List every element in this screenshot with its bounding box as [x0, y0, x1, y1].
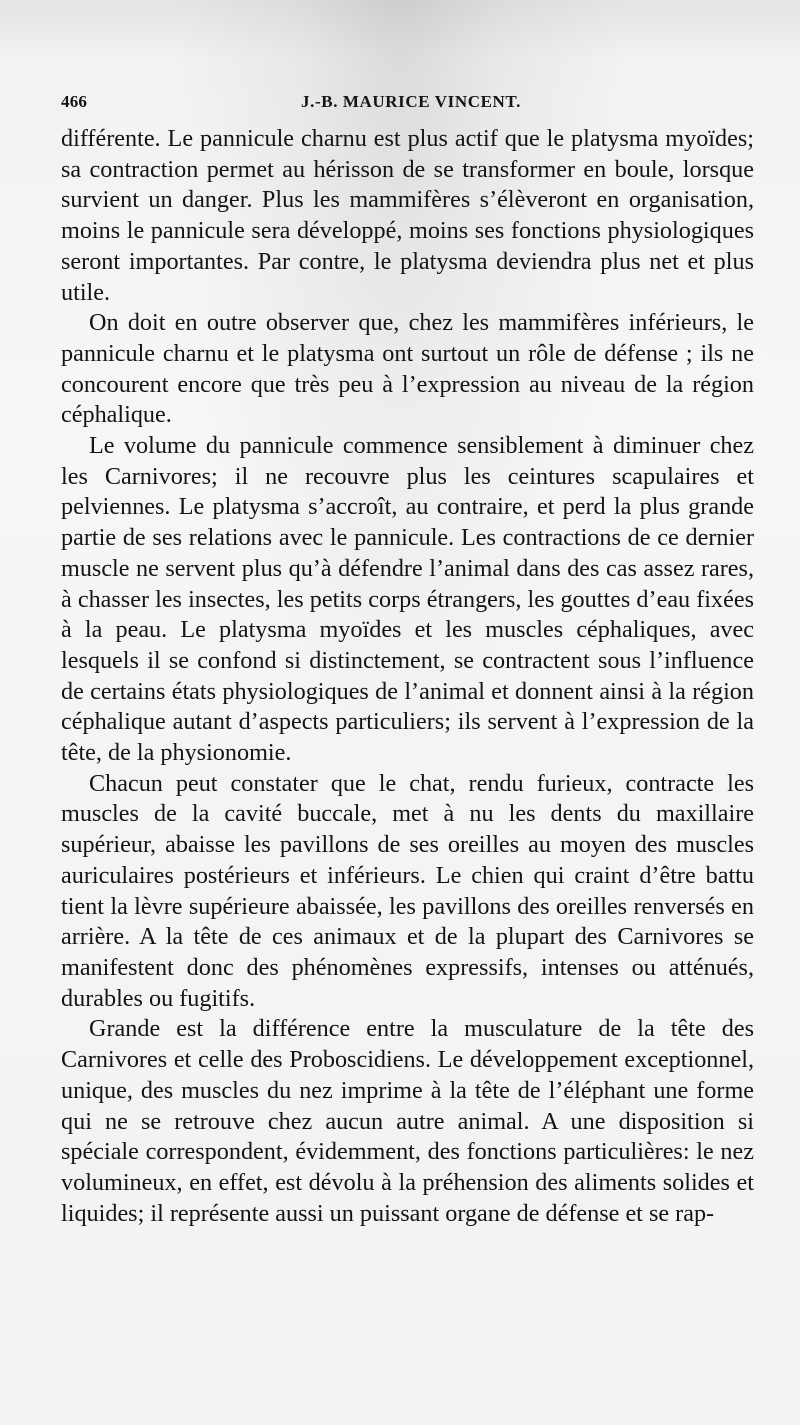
paragraph-carnivores: Le volume du pannicule commence sensiblement à diminuer chez les Carnivores; il ne recouvre plus les ceintures scapulaires et pelviennes. Le platysma s’accroît, au contraire, et perd la plus grande partie de ses relations avec le pannicule. Les contractions de ce dernier muscle ne servent plus qu’à défendre l’animal dans des cas assez rares, à chasser les insectes, les petits corps étrangers, les gouttes d’eau fixées à la peau. Le platysma myoïdes et les muscles céphaliques, avec lesquels il se confond si distinctement, se contractent sous l’influence de certains états physiologiques de l’animal et donnent ainsi à la région céphalique autant d’aspects particuliers; ils servent à l’expression de la tête, de la physionomie.: [61, 432, 754, 767]
paragraph-mammiferes-inferieurs: On doit en outre observer que, chez les mammifères inférieurs, le pannicule charnu et le platysma ont surtout un rôle de défense ; ils ne concourent encore que très peu à l’expression au niveau de la région céphalique.: [61, 309, 754, 429]
paragraph-chat-chien: Chacun peut constater que le chat, rendu furieux, contracte les muscles de la cavité buccale, met à nu les dents du maxillaire supérieur, abaisse les pavillons de ses oreilles au moyen des muscles auriculaires postérieurs et inférieurs. Le chien qui craint d’être battu tient la lèvre supérieure abaissée, les pavillons des oreilles renversés en arrière. A la tête de ces animaux et de la plupart des Carnivores se manifestent donc des phénomènes expressifs, intenses ou atténués, durables ou fugitifs.: [61, 769, 754, 1012]
paragraph-continued: différente. Le pannicule charnu est plus actif que le platysma myoïdes; sa contraction permet au hérisson de se transformer en boule, lorsque survient un danger. Plus les mammifères s’élèveront en organisation, moins le pannicule sera développé, moins ses fonctions physiologiques seront importantes. Par contre, le platysma deviendra plus net et plus utile.: [61, 125, 754, 306]
page-header: [61, 92, 761, 114]
page-number: 466: [61, 92, 88, 111]
body-text: [61, 124, 754, 1229]
paragraph-proboscidiens: Grande est la différence entre la musculature de la tête des Carnivores et celle des Proboscidiens. Le développement exceptionnel, unique, des muscles du nez imprime à la tête de l’éléphant une forme qui ne se retrouve chez aucun autre animal. A une disposition si spéciale correspondent, évidemment, des fonctions particulières: le nez volumineux, en effet, est dévolu à la préhension des aliments solides et liquides; il représente aussi un puissant organe de défense et se rap-: [61, 1015, 754, 1227]
running-head: J.-B. MAURICE VINCENT.: [301, 92, 521, 111]
